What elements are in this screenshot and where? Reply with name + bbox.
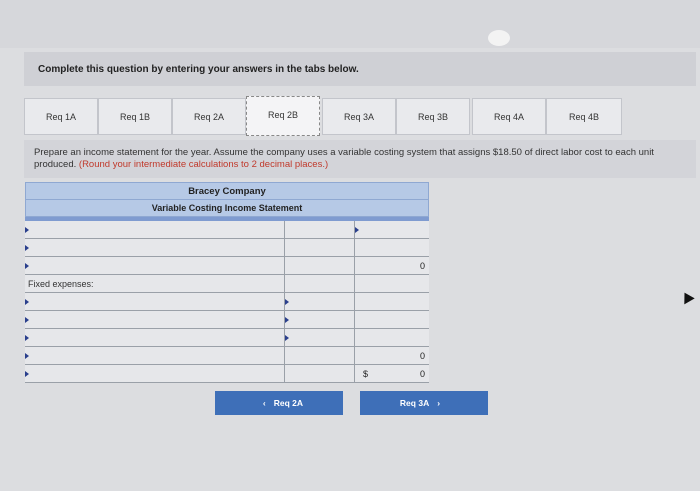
top-strip	[0, 0, 700, 48]
contribution-margin-value: 0	[419, 261, 425, 271]
table-row	[25, 275, 429, 293]
chevron-right-icon: ›	[437, 398, 441, 408]
total-cell[interactable]	[355, 293, 429, 311]
label-cell[interactable]	[25, 311, 285, 329]
label-cell[interactable]	[25, 365, 285, 383]
total-cell[interactable]	[355, 221, 429, 239]
question-header	[24, 52, 696, 86]
chevron-left-icon: ‹	[262, 398, 266, 408]
next-req-button[interactable]	[360, 391, 488, 415]
table-row	[25, 365, 429, 383]
instructions-box	[24, 140, 696, 178]
dropdown-arrow-icon[interactable]	[25, 335, 29, 341]
label-cell[interactable]	[25, 329, 285, 347]
fixed-expenses-label: Fixed expenses:	[28, 279, 94, 289]
table-row	[25, 311, 429, 329]
tab-req-3a[interactable]: Req 3A	[322, 98, 396, 135]
total-cell[interactable]	[355, 329, 429, 347]
next-req-label: Req 3A	[399, 398, 430, 408]
table-row	[25, 257, 429, 275]
income-statement	[25, 182, 429, 382]
amount-cell[interactable]	[285, 347, 355, 365]
dropdown-arrow-icon[interactable]	[25, 299, 29, 305]
label-cell[interactable]	[25, 347, 285, 365]
dropdown-arrow-icon[interactable]	[25, 371, 29, 377]
dropdown-arrow-icon[interactable]	[25, 353, 29, 359]
dropdown-arrow-icon[interactable]	[285, 299, 289, 305]
tab-req-1b[interactable]: Req 1B	[98, 98, 172, 135]
dropdown-arrow-icon[interactable]	[25, 245, 29, 251]
tab-req-3b[interactable]: Req 3B	[396, 98, 470, 135]
amount-cell[interactable]	[285, 257, 355, 275]
label-cell[interactable]	[25, 257, 285, 275]
total-cell	[355, 347, 429, 365]
total-cell	[355, 365, 429, 383]
amount-cell[interactable]	[285, 329, 355, 347]
tab-req-4a[interactable]: Req 4A	[472, 98, 546, 135]
tab-req-2b[interactable]: Req 2B	[246, 96, 320, 136]
dropdown-arrow-icon[interactable]	[285, 317, 289, 323]
amount-cell[interactable]	[285, 311, 355, 329]
label-cell[interactable]	[25, 293, 285, 311]
dropdown-arrow-icon[interactable]	[285, 335, 289, 341]
dollar-sign: $	[363, 369, 369, 379]
prev-req-button[interactable]	[215, 391, 343, 415]
mouse-cursor-icon	[679, 290, 694, 305]
table-row	[25, 347, 429, 365]
prev-req-label: Req 2A	[273, 398, 304, 408]
total-cell	[355, 257, 429, 275]
tab-req-1a[interactable]: Req 1A	[24, 98, 98, 135]
instructions-note: (Round your intermediate calculations to 2 decimal places.)	[78, 159, 329, 170]
dropdown-arrow-icon[interactable]	[355, 227, 359, 233]
statement-title: Variable Costing Income Statement	[25, 200, 429, 217]
dropdown-arrow-icon[interactable]	[25, 263, 29, 269]
amount-cell[interactable]	[285, 293, 355, 311]
amount-cell[interactable]	[285, 221, 355, 239]
table-row	[25, 293, 429, 311]
amount-cell	[285, 275, 355, 293]
table-row	[25, 239, 429, 257]
question-text: Complete this question by entering your answers in the tabs below.	[38, 64, 359, 75]
total-cell	[355, 275, 429, 293]
total-fixed-value: 0	[419, 351, 425, 361]
label-cell	[25, 275, 285, 293]
label-cell[interactable]	[25, 221, 285, 239]
total-cell[interactable]	[355, 311, 429, 329]
amount-cell[interactable]	[285, 239, 355, 257]
dropdown-arrow-icon[interactable]	[25, 227, 29, 233]
tab-req-4b[interactable]: Req 4B	[546, 98, 622, 135]
total-cell[interactable]	[355, 239, 429, 257]
amount-cell[interactable]	[285, 365, 355, 383]
company-name: Bracey Company	[25, 182, 429, 200]
table-row	[25, 221, 429, 239]
tab-bar	[24, 98, 696, 135]
label-cell[interactable]	[25, 239, 285, 257]
dropdown-arrow-icon[interactable]	[25, 317, 29, 323]
net-income-value: 0	[419, 369, 425, 379]
instructions	[34, 147, 690, 171]
instructions-main: Prepare an income statement for the year. Assume the company uses a variable costing system that assigns $18.50 of direct labor cost to each unit produced.	[34, 147, 654, 170]
light-glare	[488, 30, 510, 46]
table-row	[25, 329, 429, 347]
tab-req-2a[interactable]: Req 2A	[172, 98, 246, 135]
